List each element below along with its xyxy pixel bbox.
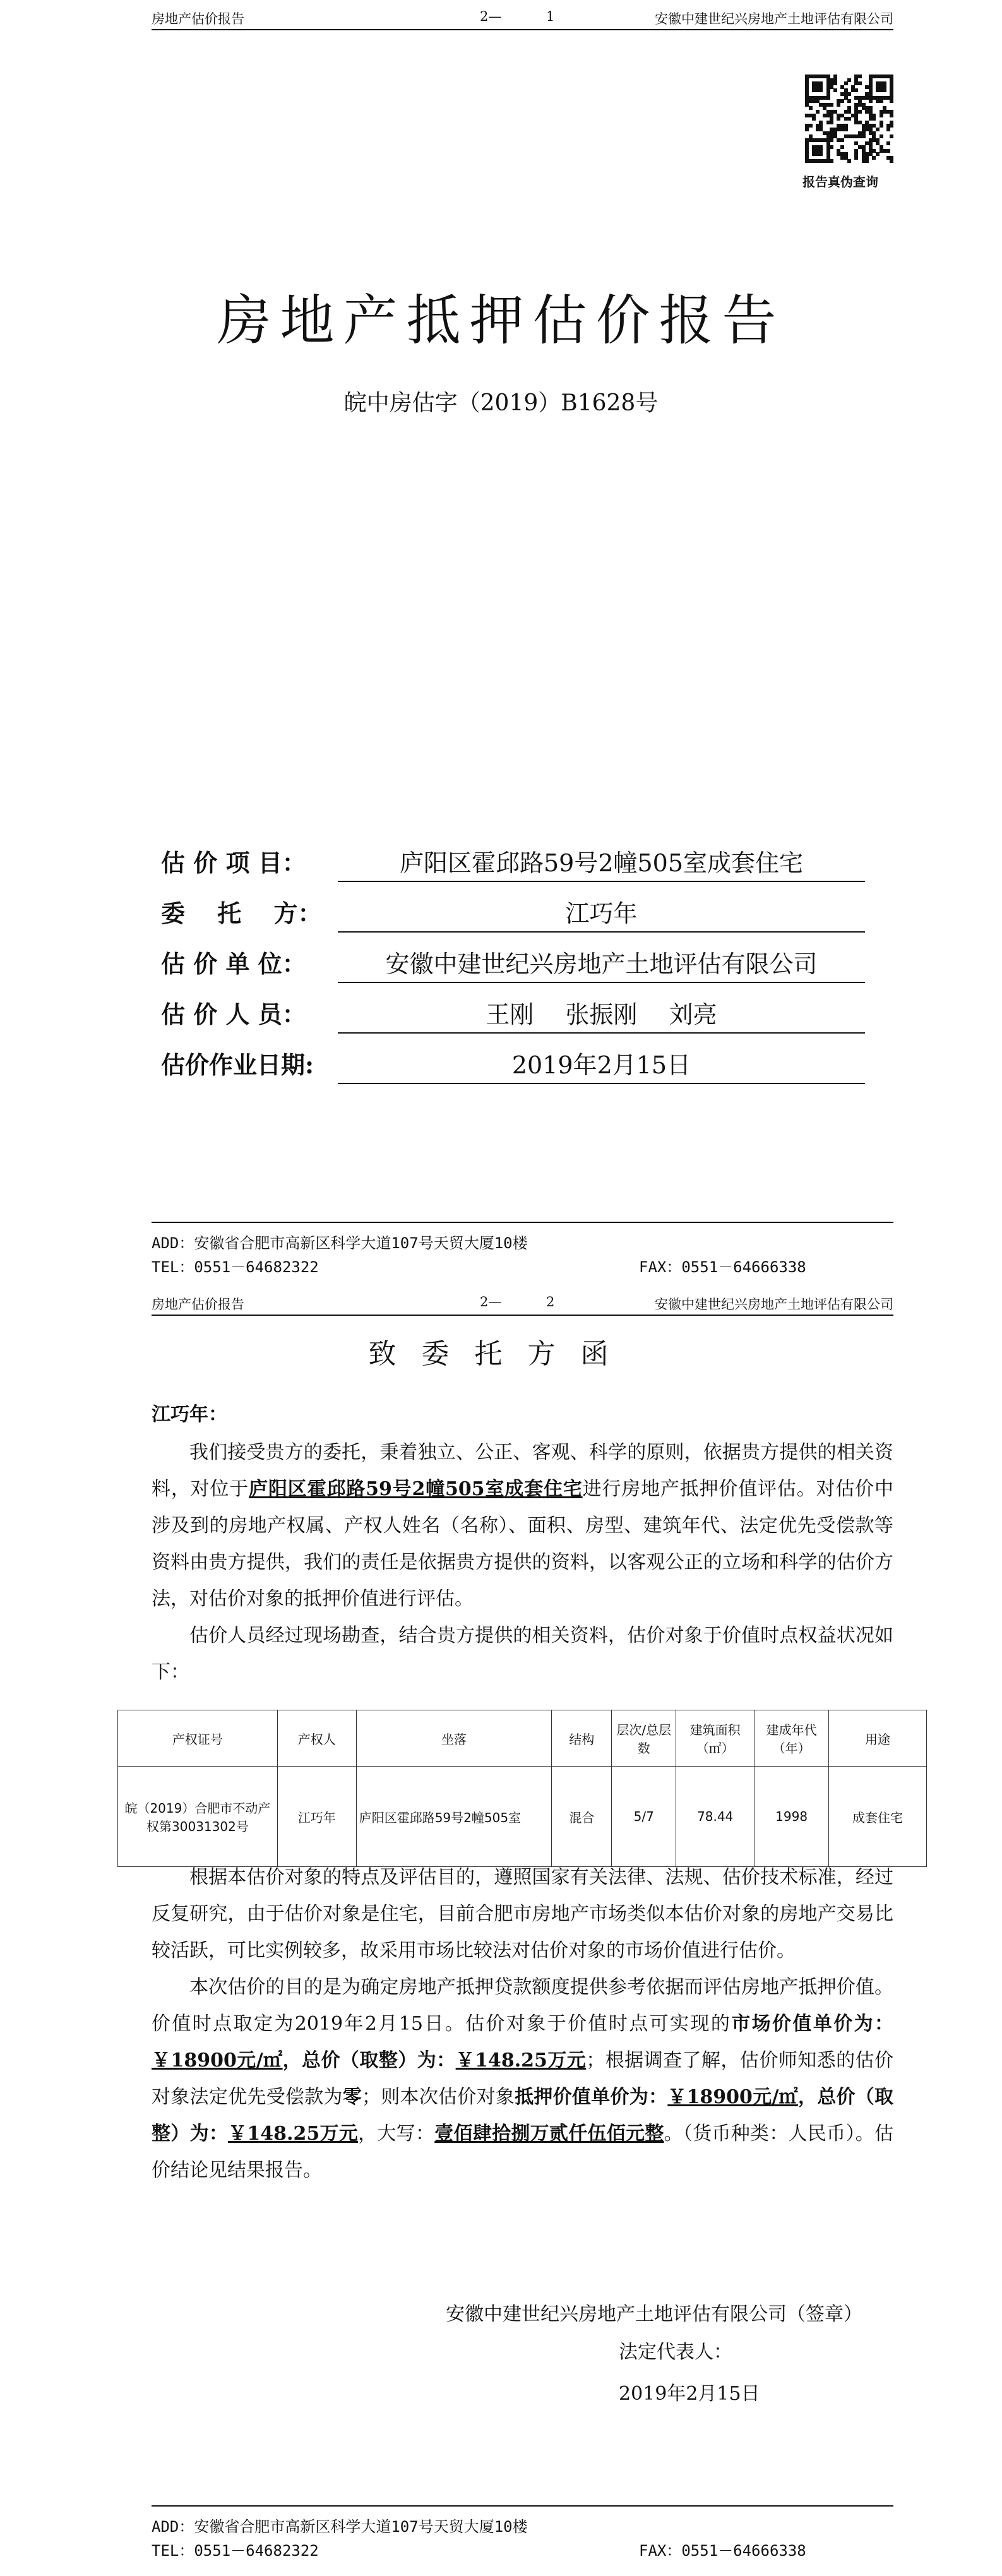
report-number: 皖中房估字（2019）B1628号 xyxy=(343,390,659,416)
col-cert-no: 产权证号 xyxy=(118,1710,278,1767)
field-appraisers xyxy=(161,991,874,1027)
verification-qr-code[interactable] xyxy=(805,75,893,163)
cell-owner: 江巧年 xyxy=(277,1767,356,1867)
signature-company: 安徽中建世纪兴房地产土地评估有限公司（签章） xyxy=(446,2303,862,2325)
field-value: 安徽中建世纪兴房地产土地评估有限公司 xyxy=(338,945,865,983)
property-location: 庐阳区霍邱路59号2幢505室成套住宅 xyxy=(249,1478,583,1500)
market-unit-price: ￥18900元/㎡ xyxy=(152,2049,283,2072)
header-page-number: 2 xyxy=(546,1294,555,1309)
field-label: 估 价 人 员： xyxy=(161,1000,306,1029)
field-value: 江巧年 xyxy=(338,894,865,933)
field-value: 庐阳区霍邱路59号2幢505室成套住宅 xyxy=(338,844,865,882)
page2-header xyxy=(152,1288,893,1316)
cell-floor: 5/7 xyxy=(612,1767,676,1867)
table-header-row xyxy=(118,1710,927,1767)
page1-header xyxy=(152,3,893,30)
col-usage: 用途 xyxy=(829,1710,927,1767)
header-page-prefix: 2— xyxy=(480,1294,502,1309)
header-company: 安徽中建世纪兴房地产土地评估有限公司 xyxy=(655,1297,893,1312)
cell-usage: 成套住宅 xyxy=(829,1767,927,1867)
footer-address: ADD：安徽省合肥市高新区科学大道107号天贸大厦10楼 xyxy=(152,2518,528,2536)
col-area: 建筑面积（㎡） xyxy=(676,1710,754,1767)
table-row xyxy=(118,1767,927,1867)
col-year: 建成年代（年） xyxy=(754,1710,829,1767)
header-page-prefix: 2— xyxy=(480,9,502,24)
col-location: 坐落 xyxy=(356,1710,552,1767)
field-project xyxy=(161,840,874,875)
cell-area: 78.44 xyxy=(676,1767,754,1867)
property-rights-table xyxy=(117,1710,927,1867)
signature-date: 2019年2月15日 xyxy=(619,2383,760,2405)
letter-body-upper xyxy=(152,1434,893,1691)
footer-fax: FAX：0551－64666338 xyxy=(639,2542,806,2560)
field-work-date xyxy=(161,1042,874,1077)
paragraph-status: 估价人员经过现场勘查，结合贵方提供的相关资料，估价对象于价值时点权益状况如下： xyxy=(152,1625,893,1683)
letter-title: 致委托方函 xyxy=(368,1338,634,1370)
field-appraiser-org xyxy=(161,941,874,976)
footer-fax: FAX：0551－64666338 xyxy=(639,1258,806,1276)
field-label: 估价作业日期: xyxy=(161,1051,314,1079)
col-floor: 层次/总层数 xyxy=(612,1710,676,1767)
field-client xyxy=(161,890,874,926)
market-total-price: ￥148.25万元 xyxy=(455,2049,587,2072)
signature-representative: 法定代表人： xyxy=(619,2341,732,2363)
amount-in-words: 壹佰肆拾捌万贰仟伍佰元整 xyxy=(434,2123,664,2145)
letter-body-lower xyxy=(152,1859,893,2189)
cell-year: 1998 xyxy=(754,1767,829,1867)
header-page-number: 1 xyxy=(546,9,555,24)
footer-tel: TEL：0551－64682322 xyxy=(152,1258,319,1276)
col-owner: 产权人 xyxy=(277,1710,356,1767)
footer-address: ADD：安徽省合肥市高新区科学大道107号天贸大厦10楼 xyxy=(152,1234,528,1252)
paragraph-intro: 我们接受贵方的委托，秉着独立、公正、客观、科学的原则，依据贵方提供的相关资料，对位于庐阳区霍邱路59号2幢505室成套住宅进行房地产抵押价值评估。对估价中涉及到的房地产权属、产权人姓名（名称）、面积、房型、建筑年代、法定优先受偿款等资料由贵方提供，我们的责任是依据贵方提供的资料，以客观公正的立场和科学的估价方法，对估价对象的抵押价值进行评估。 xyxy=(152,1441,894,1610)
header-report-type: 房地产估价报告 xyxy=(152,1297,244,1312)
mortgage-total-price: ￥148.25万元 xyxy=(228,2123,359,2145)
footer-tel: TEL：0551－64682322 xyxy=(152,2542,319,2560)
paragraph-conclusion: 本次估价的目的是为确定房地产抵押贷款额度提供参考依据而评估房地产抵押价值。价值时点取定为2019年2月15日。估价对象于价值时点可实现的市场价值单价为：￥18900元/㎡，总价（取整）为：￥148.25万元；根据调查了解，估价师知悉的估价对象法定优先受偿款为零；则本次估价对象抵押价值单价为：￥18900元/㎡，总价（取整）为：￥148.25万元，大写：壹佰肆拾捌万贰仟伍佰元整。（货币种类：人民币）。估价结论见结果报告。 xyxy=(152,1976,894,2181)
field-label: 估 价 项 目： xyxy=(161,849,306,877)
cell-location: 庐阳区霍邱路59号2幢505室 xyxy=(356,1767,552,1867)
cell-cert-no: 皖（2019）合肥市不动产权第30031302号 xyxy=(118,1767,278,1867)
mortgage-unit-price: ￥18900元/㎡ xyxy=(667,2086,798,2108)
field-value: 王刚 张振刚 刘亮 xyxy=(338,995,865,1034)
report-title: 房地产抵押估价报告 xyxy=(217,289,785,352)
field-label: 委 托 方： xyxy=(161,899,322,927)
header-company: 安徽中建世纪兴房地产土地评估有限公司 xyxy=(655,11,893,27)
cell-structure: 混合 xyxy=(552,1767,612,1867)
qr-caption: 报告真伪查询 xyxy=(802,174,878,189)
paragraph-method: 根据本估价对象的特点及评估目的，遵照国家有关法律、法规、估价技术标准，经过反复研究，由于估价对象是住宅，目前合肥市房地产市场类似本估价对象的房地产交易比较活跃，可比实例较多，故采用市场比较法对估价对象的市场价值进行估价。 xyxy=(152,1866,893,1962)
field-value: 2019年2月15日 xyxy=(338,1046,865,1084)
header-report-type: 房地产估价报告 xyxy=(152,11,244,27)
col-structure: 结构 xyxy=(552,1710,612,1767)
letter-salutation: 江巧年： xyxy=(152,1404,227,1426)
field-label: 估 价 单 位： xyxy=(161,950,306,978)
